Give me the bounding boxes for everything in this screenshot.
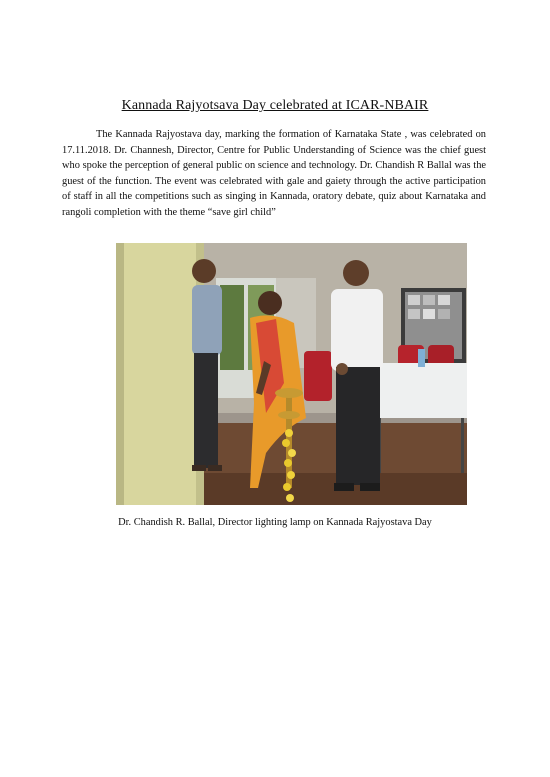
photo-caption: Dr. Chandish R. Ballal, Director lighting lamp on Kannada Rajyostava Day bbox=[118, 517, 432, 528]
event-photo bbox=[116, 243, 467, 505]
event-photo-illustration bbox=[116, 243, 467, 505]
document-title: Kannada Rajyotsava Day celebrated at ICAR-NBAIR bbox=[121, 98, 429, 113]
document-paragraph: The Kannada Rajyostava day, marking the formation of Karnataka State , was celebrated on 17.11.2018. Dr. Channesh, Director, Centre for Public Understanding of Science was the chief guest who spoke the perception of general public on science and technology. Dr. Chandish R Ballal was the guest of the function. The event was celebrated with gale and gaiety through the active participation of staff in all the competitions such as singing in Kannada, oratory debate, quiz about Karnataka and rangoli completion with the theme “save girl child” bbox=[62, 129, 486, 218]
